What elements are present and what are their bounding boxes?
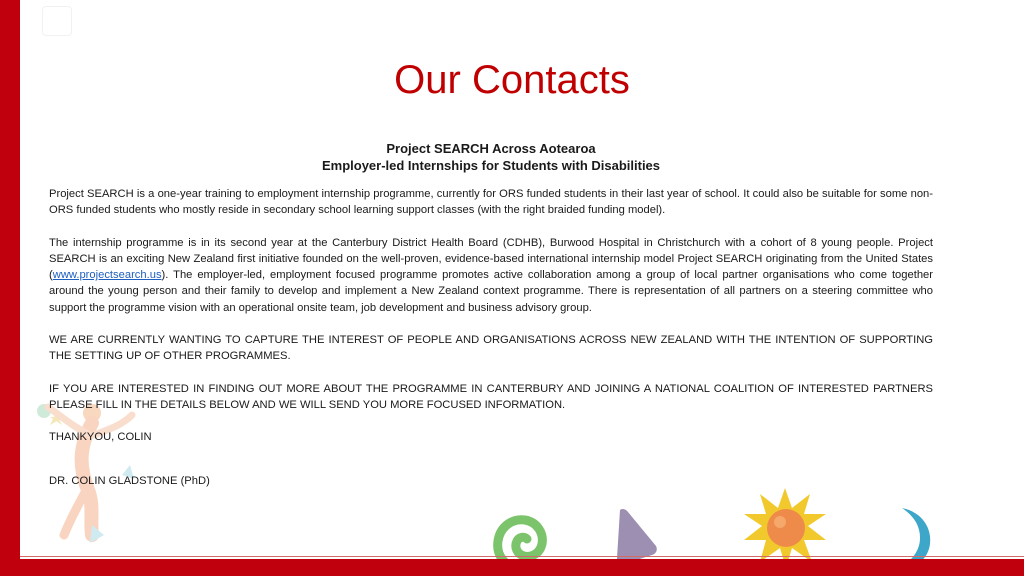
paragraph-call-to-action: IF YOU ARE INTERESTED IN FINDING OUT MORE ABOUT THE PROGRAMME IN CANTERBURY AND JOINING A NATIONAL COALITION OF INTERESTED PARTNERS PLEASE FILL IN THE DETAILS BELOW AND WE WILL SEND YOU MORE FOCUSED INFORMATION. [49, 382, 933, 411]
signature-name: DR. COLIN GLADSTONE (PhD) [49, 474, 210, 487]
paragraph-capture-interest: WE ARE CURRENTLY WANTING TO CAPTURE THE INTEREST OF PEOPLE AND ORGANISATIONS ACROSS NEW ZEALAND WITH THE INTENTION OF SUPPORTING THE SETTING UP OF OTHER PROGRAMMES. [49, 334, 933, 363]
subheading [0, 140, 982, 174]
subheading-line-2: Employer-led Internships for Students with Disabilities [321, 158, 661, 173]
paragraph-intro: Project SEARCH is a one-year training to employment internship programme, currently for ORS funded students in their last year of school. It could also be suitable for some non-ORS funded students who mostly reside in secondary school learning support classes (with the right braided funding model). [49, 188, 933, 217]
paragraph-programme-text-1: The internship programme is in its second year at the Canterbury District Health Board (CDHB), Burwood Hospital in Christchurch with a cohort of 8 young people. Project SEARCH is an exciting New Zealand first initiative founded on the well-proven, evidence-based international internship model Project SEARCH originating from the United States ( [49, 236, 933, 282]
subheading-line-1: Project SEARCH Across Aotearoa [386, 141, 596, 156]
footer-divider [20, 556, 1024, 557]
page-title: Our Contacts [394, 58, 630, 102]
paragraph-programme-text-2: ). The employer-led, employment focused programme promotes active collaboration among a group of local partner organisations who come together around the young person and their family to develop and implement a New Zealand context programme. There is representation of all partners on a steering committee who support the programme vision with an operational onsite team, job development and business advisory group. [49, 269, 933, 314]
paragraph-programme [49, 235, 933, 316]
corner-logo-mark [42, 6, 72, 36]
projectsearch-link[interactable]: www.projectsearch.us [52, 269, 162, 282]
footer-accent-bar [0, 559, 1024, 576]
sun-icon [742, 486, 828, 570]
paragraph-thanks: THANKYOU, COLIN [49, 431, 152, 444]
body-text [49, 186, 933, 505]
